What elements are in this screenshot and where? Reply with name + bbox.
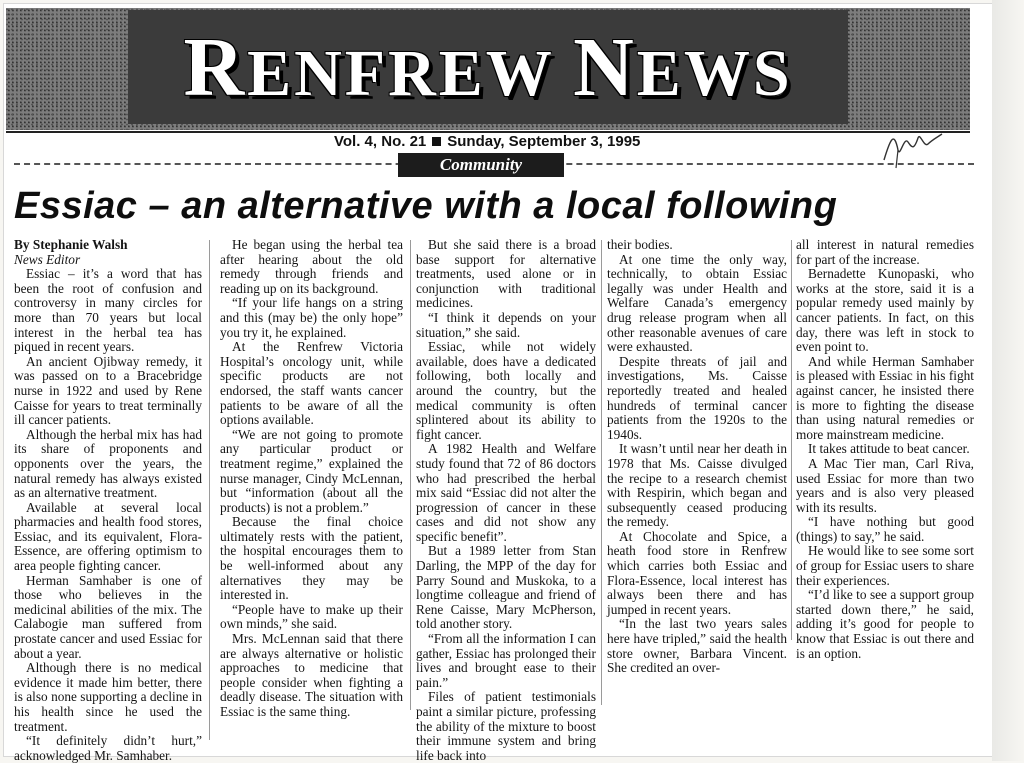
paragraph: At the Renfrew Victoria Hospital’s oncology unit, while specific products are not endorsed, the staff wants cancer patients to be aware of all the options available. <box>220 339 403 428</box>
issue-date: Sunday, September 3, 1995 <box>447 133 641 150</box>
paragraph: A Mac Tier man, Carl Riva, used Essiac for more than two years and is also very pleased with its results. <box>796 455 974 515</box>
article-column-1 <box>14 238 202 763</box>
paragraph: Despite threats of jail and investigations, Ms. Caisse reportedly treated and healed hundreds of terminal cancer patients from the 1920s to the 1940s. <box>607 353 787 442</box>
paragraph: Essiac – it’s a word that has been the root of confusion and controversy in many circles for more than 70 years but local interest in the herbal tea has piqued in recent years. <box>14 266 202 355</box>
paragraph: Although the herbal mix has had its share of proponents and opponents over the years, the natural remedy has always existed as an alternative treatment. <box>14 426 202 501</box>
article-column-4 <box>607 238 787 676</box>
section-label: Community <box>398 153 564 177</box>
paragraph: “From all the information I can gather, Essiac has prolonged their lives and brought ease to their pain.” <box>416 631 596 690</box>
paragraph: “I’d like to see a support group started down there,” he said, adding it’s good for people to know that Essiac is out there and is an option. <box>796 587 974 661</box>
paragraph: And while Herman Samhaber is pleased with Essiac in his fight against cancer, he insisted there is more to fighting the disease than using natural remedies or more mainstream medicine. <box>796 353 974 442</box>
byline-author: By Stephanie Walsh <box>14 237 128 252</box>
paragraph: “People have to make up their own minds,” she said. <box>220 601 403 632</box>
paragraph: Herman Samhaber is one of those who believes in the medicinal abilities of the mix. The Calabogie man suffered from prostate cancer and used Essiac for about a year. <box>14 572 202 661</box>
scan-margin <box>992 0 1024 761</box>
paragraph: “If your life hangs on a string and this (may be) the only hope” you try it, he explained. <box>220 295 403 340</box>
issue-volume: Vol. 4, No. 21 <box>334 133 427 150</box>
paragraph: Because the final choice ultimately rests with the patient, the hospital encourages them to be well-informed about any alternatives they may be interested in. <box>220 514 403 603</box>
article-column-3 <box>416 238 596 763</box>
masthead <box>6 8 970 130</box>
column-rule <box>601 240 602 705</box>
paragraph: At Chocolate and Spice, a heath food store in Renfrew which carries both Essiac and Flora-Essence, local interest has always been there and has jumped in recent years. <box>607 528 787 617</box>
paragraph: Essiac, while not widely available, does have a dedicated following, both locally and around the country, but the medical community is often splintered about its ability to fight cancer. <box>416 339 596 442</box>
paragraph: Mrs. McLennan said that there are always alternative or holistic approaches to medicine that people consider when fighting a deadly disease. The situation with Essiac is the same thing. <box>220 631 403 719</box>
column-rule <box>791 240 792 640</box>
paragraph: “It definitely didn’t hurt,” acknowledged Mr. Samhaber. <box>14 733 202 763</box>
paragraph: But a 1989 letter from Stan Darling, the MPP of the day for Parry Sound and Muskoka, to a longtime colleague and friend of Rene Caisse, Mary McPherson, told another story. <box>416 543 596 632</box>
paragraph: It takes attitude to beat cancer. <box>808 441 970 457</box>
paragraph: Although there is no medical evidence it made him better, there is also none supporting a decline in his health since he used the treatment. <box>14 660 202 734</box>
paragraph: Files of patient testimonials paint a similar picture, professing the ability of the mixture to boost their immune system and bring life back into <box>416 689 596 763</box>
paragraph: Bernadette Kunopaski, who works at the store, said it is a popular remedy used mainly by cancer patients. In fact, on this day, there was left in stock to even point to. <box>796 266 974 355</box>
paragraph: Available at several local pharmacies and health food stores, Essiac, and its equivalent, Flora-Essence, are offering optimism to area people fighting cancer. <box>14 499 202 574</box>
masthead-title: RENFREW NEWS <box>183 21 793 114</box>
column-rule <box>410 240 411 710</box>
paragraph: “I think it depends on your situation,” she said. <box>416 309 596 340</box>
paragraph: At one time the only way, technically, to obtain Essiac legally was under Health and Welfare Canada’s emergency drug release program when all other reasonable avenues of care were exhausted. <box>607 251 787 355</box>
paragraph: “We are not going to promote any particular product or treatment regime,” explained the nurse manager, Cindy McLennan, but “information (about all the products) is not a problem.” <box>220 426 403 515</box>
issue-line <box>334 133 640 150</box>
byline-role: News Editor <box>14 251 81 267</box>
paragraph: all interest in natural remedies for part of the increase. <box>796 237 974 267</box>
paragraph: But she said there is a broad base support for alternative treatments, used alone or in conjunction with traditional medicines. <box>416 237 596 311</box>
paragraph: It wasn’t until near her death in 1978 that Ms. Caisse divulged the recipe to a research chemist with Respirin, which began and subsequently ceased producing the remedy. <box>607 441 787 530</box>
paragraph: their bodies. <box>607 237 673 252</box>
article-column-2 <box>220 238 403 720</box>
paragraph: An ancient Ojibway remedy, it was passed on to a Bracebridge nurse in 1922 and used by Rene Caisse for years to treat terminally ill cancer patients. <box>14 353 202 428</box>
article-headline: Essiac – an alternative with a local following <box>14 185 838 227</box>
paragraph: “I have nothing but good (things) to say,” he said. <box>796 514 974 544</box>
paragraph: He would like to see some sort of group for Essiac users to share their experiences. <box>796 543 974 588</box>
separator-square-icon <box>432 137 441 146</box>
column-rule <box>209 240 210 740</box>
paragraph: He began using the herbal tea after hearing about the old remedy through friends and reading up on its background. <box>220 237 403 296</box>
paragraph: A 1982 Health and Welfare study found that 72 of 86 doctors who had prescribed the herbal mix said “Essiac did not alter the progression of cancer in these cases and did not show any specific benefit”. <box>416 441 596 544</box>
paragraph: “In the last two years sales here have tripled,” said the health store owner, Barbara Vincent. She credited an over- <box>607 616 787 676</box>
article-column-5 <box>796 238 974 661</box>
